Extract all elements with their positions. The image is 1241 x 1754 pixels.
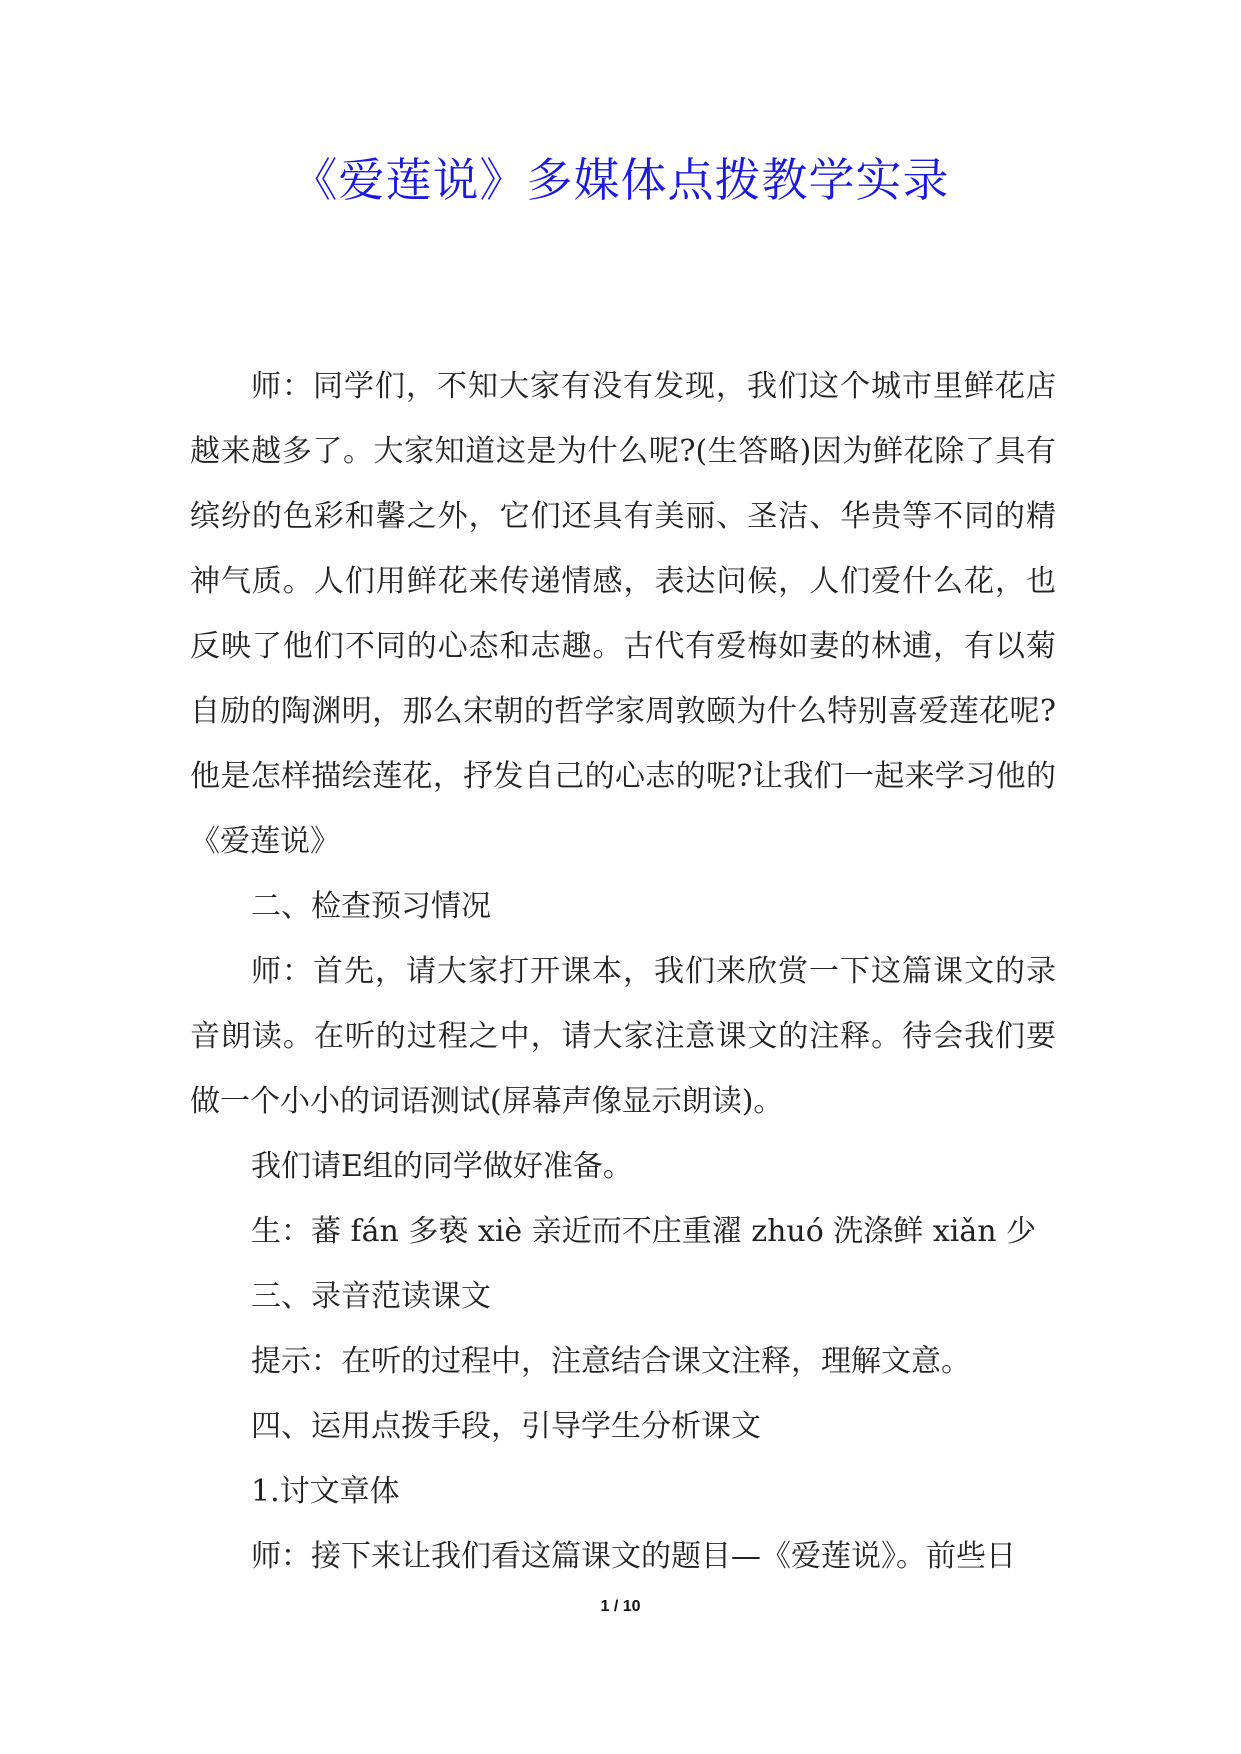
document-title: 《爱莲说》多媒体点拨教学实录: [291, 153, 950, 207]
page-number: 1 / 10: [600, 1598, 641, 1615]
section-heading-analysis: 四、运用点拨手段，引导学生分析课文: [251, 1409, 761, 1444]
paragraph-title-discussion: 师：接下来让我们看这篇课文的题目—《爱莲说》。前些日: [251, 1539, 1016, 1574]
subsection-heading-genre: 1.讨文章体: [251, 1474, 400, 1509]
document-body: [190, 354, 1056, 1589]
paragraph-teacher-instructions: 师：首先，请大家打开课本，我们来欣赏一下这篇课文的录音朗读。在听的过程之中，请大家注意课文的注释。待会我们要做一个小小的词语测试(屏幕声像显示朗读)。: [190, 954, 1056, 1119]
paragraph-hint: 提示：在听的过程中，注意结合课文注释，理解文意。: [251, 1344, 971, 1379]
section-heading-preview-check: 二、检查预习情况: [251, 889, 491, 924]
paragraph-group-e: 我们请E组的同学做好准备。: [251, 1149, 633, 1184]
section-heading-recording: 三、录音范读课文: [251, 1279, 491, 1314]
paragraph-student-vocab: 生：蕃 fán 多亵 xiè 亲近而不庄重濯 zhuó 洗涤鲜 xiǎn 少: [251, 1214, 1037, 1249]
paragraph-intro: 师：同学们，不知大家有没有发现，我们这个城市里鲜花店越来越多了。大家知道这是为什么呢?(生答略)因为鲜花除了具有缤纷的色彩和馨之外，它们还具有美丽、圣洁、华贵等不同的精神气质。人们用鲜花来传递情感，表达问候，人们爱什么花，也反映了他们不同的心态和志趣。古代有爱梅如妻的林逋，有以菊自励的陶渊明，那么宋朝的哲学家周敦颐为什么特别喜爱莲花呢?他是怎样描绘莲花，抒发自己的心志的呢?让我们一起来学习他的《爱莲说》: [190, 369, 1056, 859]
